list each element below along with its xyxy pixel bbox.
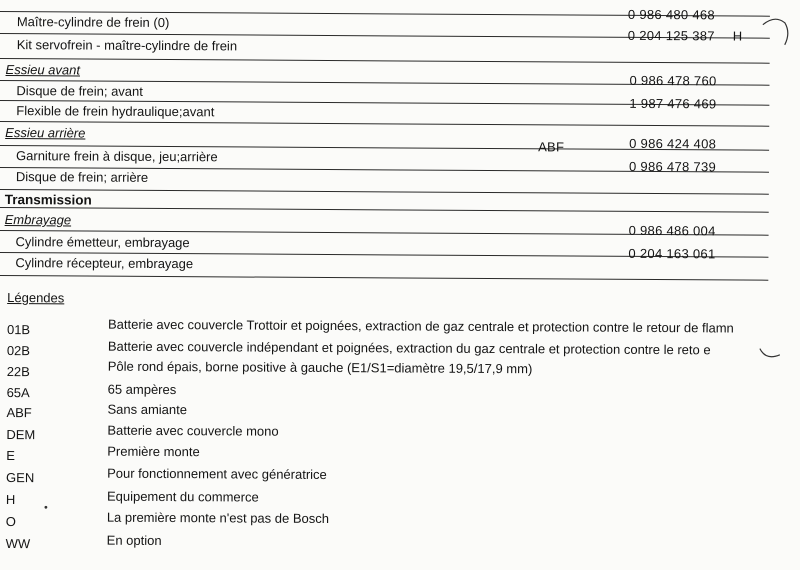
legend-text: Pôle rond épais, borne positive à gauche (E1/S1=diamètre 19,5/17,9 mm) (107, 358, 533, 377)
part-label: Maître-cylindre de frein (0) (16, 14, 170, 31)
part-number: 0 204 125 387 (627, 27, 715, 44)
divider (0, 207, 769, 213)
legend-code: 01B (6, 322, 31, 338)
legend-text: En option (106, 532, 162, 548)
part-number: 0 204 163 061 (628, 245, 716, 262)
legend-text: Batterie avec couvercle indépendant et poignées, extraction du gaz centrale et protection contre le reto e (107, 338, 711, 358)
pen-scribble-icon (755, 13, 795, 53)
legend-text: 65 ampères (107, 381, 177, 398)
part-number: 0 986 478 739 (628, 158, 717, 175)
legend-text: Batterie avec couvercle mono (107, 422, 279, 439)
legend-text: La première monte n'est pas de Bosch (106, 509, 330, 527)
part-code: ABF (538, 139, 565, 155)
part-number: 0 986 486 004 (628, 222, 716, 239)
legend-code: E (6, 448, 15, 464)
part-number: 0 986 480 468 (627, 6, 716, 23)
part-flag: H (732, 28, 743, 44)
legend-code: GEN (6, 470, 35, 486)
part-label: Disque de frein; avant (16, 83, 143, 99)
part-number: 1 987 476 469 (629, 95, 717, 112)
dot-mark-icon (43, 504, 49, 510)
legend-text: Première monte (107, 443, 200, 460)
legend-code: 65A (6, 385, 30, 401)
divider (0, 189, 769, 195)
divider (0, 58, 770, 64)
section-transmission: Transmission (4, 192, 92, 208)
legend-code: DEM (6, 427, 36, 443)
part-label: Kit servofrein - maître-cylindre de frein (16, 37, 238, 54)
part-label: Cylindre récepteur, embrayage (15, 255, 194, 272)
section-embrayage: Embrayage (4, 212, 72, 228)
part-label: Disque de frein; arrière (15, 169, 149, 185)
legend-title: Légendes (7, 290, 65, 306)
legend-code: WW (5, 536, 31, 552)
legend-code: ABF (6, 405, 32, 421)
part-number: 0 986 424 408 (629, 135, 717, 152)
legend-text: Batterie avec couvercle Trottoir et poignées, extraction de gaz centrale et protection contre le retour de flamn (107, 316, 734, 336)
section-essieu-avant: Essieu avant (5, 62, 81, 78)
part-label: Cylindre émetteur, embrayage (15, 234, 190, 251)
legend-code: H (5, 492, 16, 508)
legend-text: Sans amiante (107, 401, 188, 418)
pen-scribble-icon (756, 339, 786, 365)
legend-text: Equipement du commerce (106, 488, 259, 505)
part-label: Flexible de frein hydraulique;avant (16, 103, 215, 120)
legend-code: 02B (6, 343, 31, 359)
legend-text: Pour fonctionnement avec génératrice (107, 465, 327, 483)
legend-code: O (5, 514, 16, 530)
part-label: Garniture frein à disque, jeu;arrière (16, 148, 218, 165)
divider (0, 121, 769, 127)
part-number: 0 986 478 760 (629, 72, 717, 89)
legend-code: 22B (6, 364, 30, 380)
divider (0, 275, 768, 281)
section-essieu-arriere: Essieu arrière (5, 125, 86, 141)
